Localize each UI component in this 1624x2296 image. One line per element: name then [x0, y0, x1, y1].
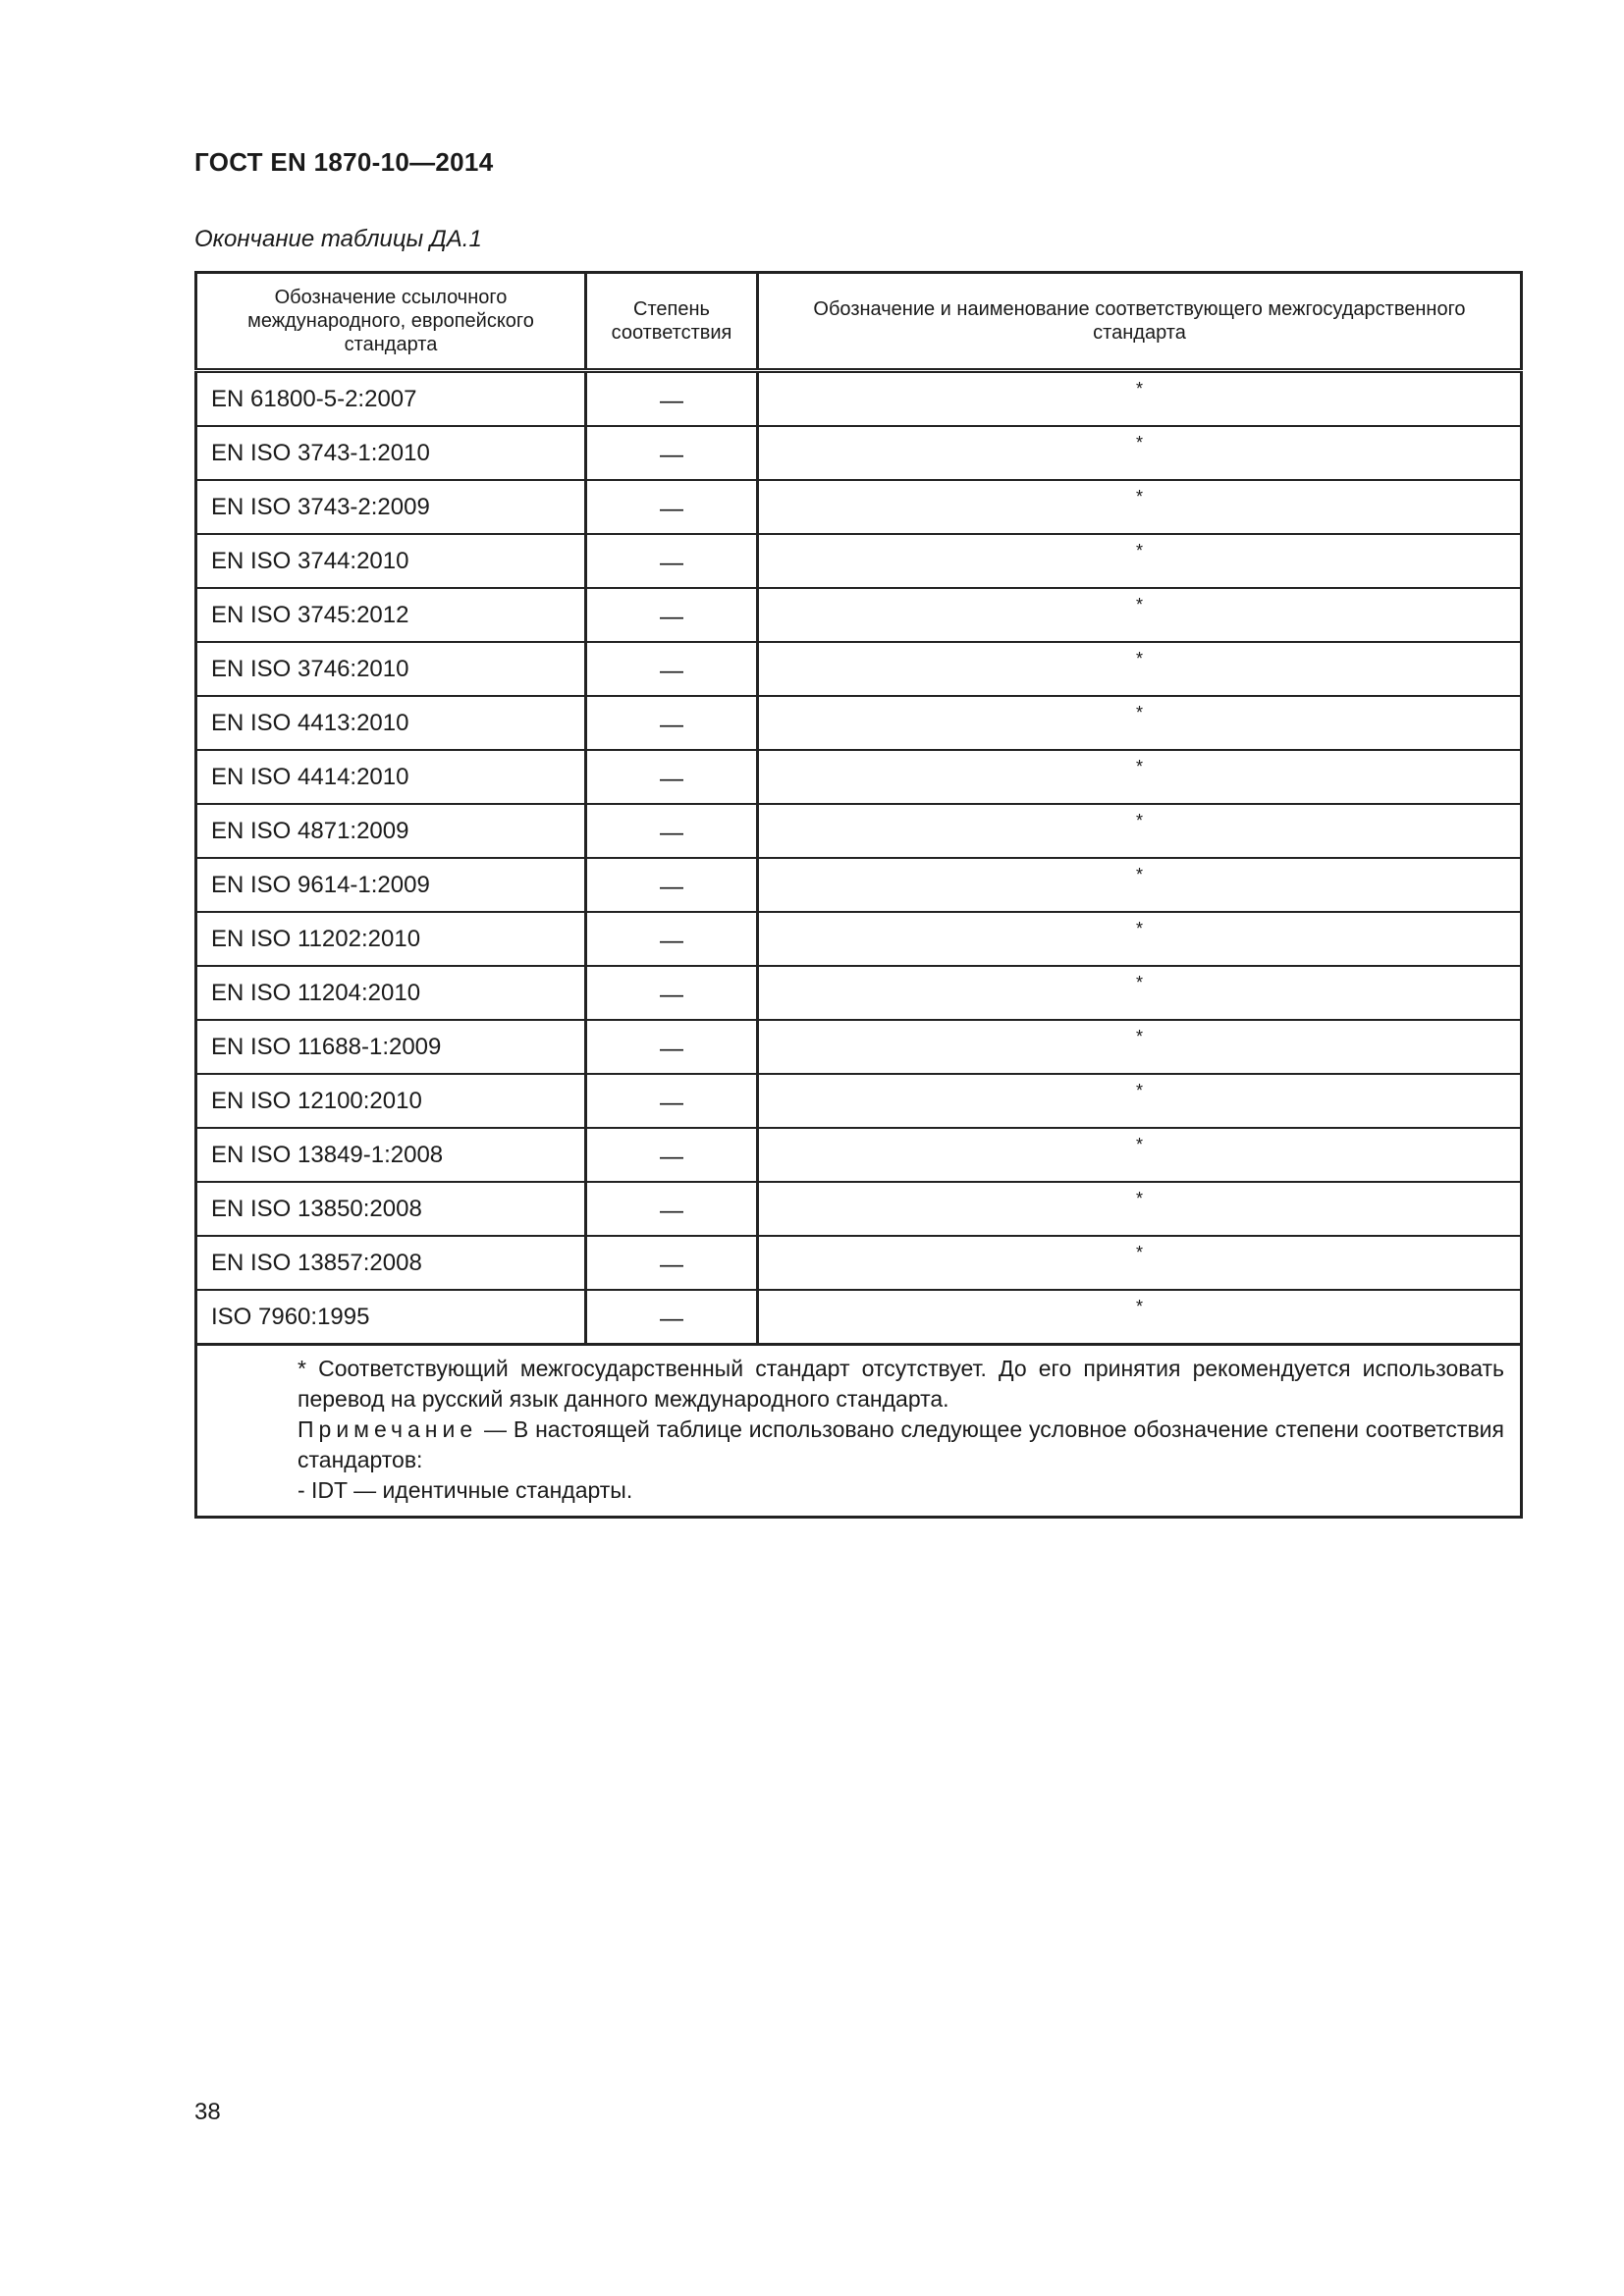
- conformity-degree-cell: [586, 1182, 758, 1236]
- table-row: [196, 480, 1522, 534]
- conformity-degree-cell: [586, 912, 758, 966]
- standard-designation: EN ISO 12100:2010: [196, 1074, 586, 1128]
- national-standard: *: [1135, 379, 1143, 399]
- table-row: [196, 696, 1522, 750]
- national-standard: *: [758, 1290, 1522, 1345]
- conformity-degree: —: [660, 549, 683, 576]
- conformity-degree-cell: [586, 426, 758, 480]
- conformity-degree: —: [660, 981, 683, 1008]
- standard-designation: EN ISO 11204:2010: [196, 966, 586, 1020]
- table-row: [196, 588, 1522, 642]
- conformity-degree-cell: [586, 750, 758, 804]
- conformity-degree-cell: [586, 1074, 758, 1128]
- national-standard: *: [758, 642, 1522, 696]
- standard-designation: EN ISO 13850:2008: [196, 1182, 586, 1236]
- table-row: [196, 804, 1522, 858]
- national-standard: *: [758, 426, 1522, 480]
- table-row: [196, 1290, 1522, 1345]
- conformity-degree-cell: [586, 534, 758, 588]
- conformity-degree-cell: [586, 1236, 758, 1290]
- conformity-degree: —: [660, 1251, 683, 1278]
- standard-designation: EN ISO 3743-1:2010: [196, 426, 586, 480]
- standard-designation: EN ISO 4871:2009: [196, 804, 586, 858]
- table-row: [196, 1236, 1522, 1290]
- conformity-degree-cell: [586, 1020, 758, 1074]
- conformity-degree: —: [660, 1035, 683, 1062]
- conformity-degree: —: [660, 1089, 683, 1116]
- table-row: [196, 912, 1522, 966]
- conformity-degree: —: [660, 387, 683, 414]
- page-number: 38: [194, 2099, 221, 2125]
- table-row: [196, 966, 1522, 1020]
- table-notes: [196, 1345, 1522, 1518]
- table-notes-row: [196, 1345, 1522, 1518]
- national-standard: *: [758, 588, 1522, 642]
- national-standard: *: [758, 1128, 1522, 1182]
- national-standard: *: [758, 1074, 1522, 1128]
- table-row: [196, 426, 1522, 480]
- conformity-degree-cell: [586, 858, 758, 912]
- standard-designation: EN ISO 13849-1:2008: [196, 1128, 586, 1182]
- national-standard: *: [758, 1182, 1522, 1236]
- national-standard: *: [758, 966, 1522, 1020]
- conformity-degree-cell: [586, 480, 758, 534]
- standard-designation: EN ISO 11202:2010: [196, 912, 586, 966]
- conformity-degree-cell: [586, 588, 758, 642]
- table-body: [196, 371, 1522, 1345]
- table-row: [196, 642, 1522, 696]
- column-header-national-standard: Обозначение и наименование соответствующего межгосударственного стандарта: [758, 273, 1522, 371]
- standard-designation: EN 61800-5-2:2007: [196, 371, 586, 427]
- table-row: [196, 1074, 1522, 1128]
- table-row: [196, 1020, 1522, 1074]
- conformity-degree: —: [660, 495, 683, 522]
- conformity-degree: —: [660, 873, 683, 900]
- table-row: [196, 371, 1522, 427]
- table-caption: Окончание таблицы ДА.1: [194, 226, 482, 252]
- column-header-degree: Степень соответствия: [586, 273, 758, 371]
- national-standard: *: [758, 1020, 1522, 1074]
- conformity-degree: —: [660, 765, 683, 792]
- table-row: [196, 534, 1522, 588]
- national-standard: *: [758, 750, 1522, 804]
- note-text: Примечание — В настоящей таблице использовано следующее условное обозначение степени соответствия стандартов:: [298, 1416, 1504, 1472]
- note-label: Примечание: [298, 1416, 478, 1442]
- standard-designation: EN ISO 3745:2012: [196, 588, 586, 642]
- national-standard: *: [758, 912, 1522, 966]
- standard-designation: ISO 7960:1995: [196, 1290, 586, 1345]
- conformity-degree-cell: [586, 696, 758, 750]
- conformity-degree: —: [660, 1143, 683, 1170]
- table-row: [196, 750, 1522, 804]
- national-standard: *: [758, 696, 1522, 750]
- conformity-degree: —: [660, 1305, 683, 1332]
- national-standard: *: [758, 480, 1522, 534]
- conformity-degree: —: [660, 603, 683, 630]
- conformity-degree: —: [660, 711, 683, 738]
- standard-designation: EN ISO 9614-1:2009: [196, 858, 586, 912]
- national-standard: *: [758, 1236, 1522, 1290]
- conformity-degree-cell: [586, 371, 758, 427]
- conformity-degree-cell: [586, 804, 758, 858]
- table-header-row: [196, 273, 1522, 371]
- standard-designation: EN ISO 4413:2010: [196, 696, 586, 750]
- conformity-degree: —: [660, 1197, 683, 1224]
- standard-designation: EN ISO 13857:2008: [196, 1236, 586, 1290]
- standard-designation: EN ISO 3744:2010: [196, 534, 586, 588]
- standard-designation: EN ISO 3746:2010: [196, 642, 586, 696]
- table-row: [196, 1128, 1522, 1182]
- idt-note: - IDT — идентичные стандарты.: [298, 1477, 633, 1503]
- conformity-degree-cell: [586, 1128, 758, 1182]
- footnote-text: * Соответствующий межгосударственный стандарт отсутствует. До его принятия рекомендуется использовать перевод на русский язык данного международного стандарта.: [298, 1356, 1504, 1412]
- national-standard: *: [758, 858, 1522, 912]
- conformity-degree-cell: [586, 966, 758, 1020]
- table-row: [196, 1182, 1522, 1236]
- standards-table: [194, 271, 1523, 1519]
- conformity-degree-cell: [586, 642, 758, 696]
- conformity-degree: —: [660, 657, 683, 684]
- national-standard: *: [758, 534, 1522, 588]
- conformity-degree: —: [660, 441, 683, 468]
- standard-designation: EN ISO 4414:2010: [196, 750, 586, 804]
- column-header-designation: Обозначение ссылочного международного, европейского стандарта: [196, 273, 586, 371]
- national-standard: *: [758, 804, 1522, 858]
- standard-designation: EN ISO 11688-1:2009: [196, 1020, 586, 1074]
- conformity-degree: —: [660, 819, 683, 846]
- table-row: [196, 858, 1522, 912]
- standard-designation: EN ISO 3743-2:2009: [196, 480, 586, 534]
- document-header: ГОСТ EN 1870-10—2014: [194, 147, 494, 177]
- conformity-degree-cell: [586, 1290, 758, 1345]
- conformity-degree: —: [660, 927, 683, 954]
